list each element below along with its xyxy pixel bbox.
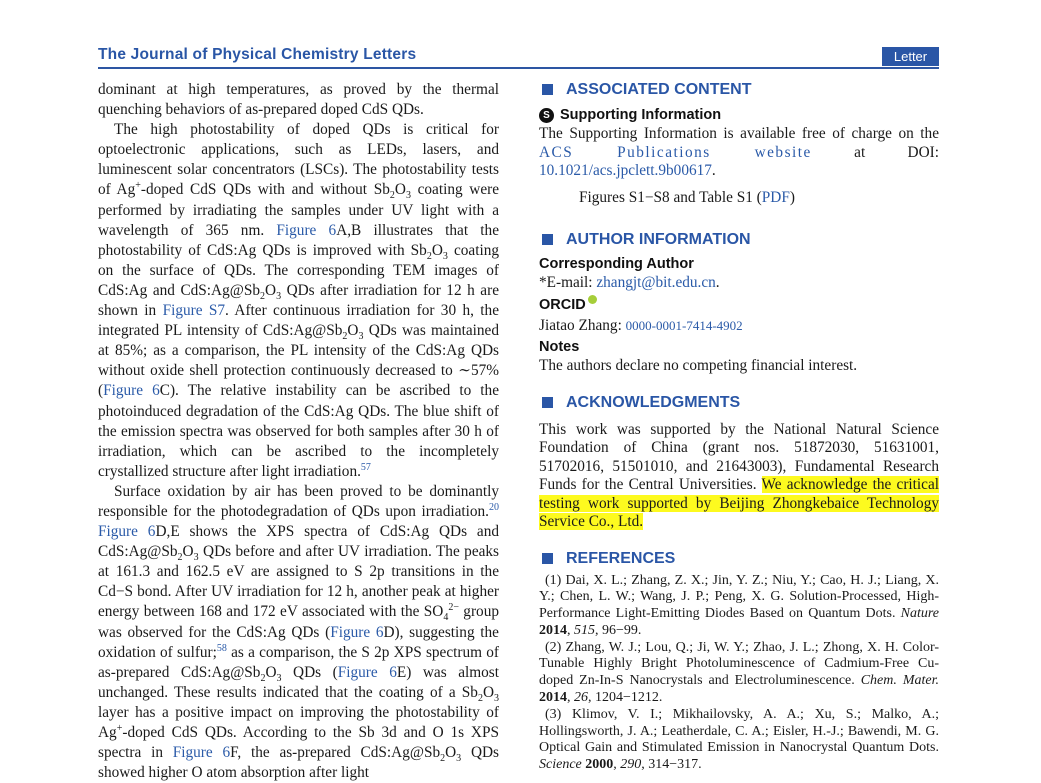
reference-item: (2) Zhang, W. J.; Lou, Q.; Ji, W. Y.; Zhao, J. L.; Zhong, X. H. Color-Tunable Highly Bright Photoluminescence of Cadmium-Free Cu-doped Zn-In-S Nanocrystals and Electroluminescence. Chem. Mater. 2014, 26, 1204−1212.	[539, 639, 939, 706]
ref-volume: 26	[574, 690, 588, 706]
p2-text: O	[394, 181, 406, 199]
right-column	[539, 80, 939, 774]
section-references	[539, 549, 939, 569]
p3-sub: 4	[443, 612, 449, 624]
ref-pages: , 1204−1212.	[588, 690, 663, 706]
p3-text: as a comparison, the S 2p XPS spectrum of as-prepared CdS:Ag@Sb	[98, 643, 499, 681]
corresponding-author-heading: Corresponding Author	[539, 256, 694, 272]
p2-text: coating were performed by irradiating the samples under UV light with a wavelength of 365 nm.	[98, 181, 499, 239]
p3-sub: 3	[276, 672, 282, 684]
orcid-heading	[539, 295, 939, 315]
p3-sub: 2	[477, 692, 483, 704]
p3-text: O	[445, 744, 457, 762]
email-label: *E-mail:	[539, 274, 597, 291]
p3-sub: 2	[177, 552, 183, 564]
p3-sub: 3	[494, 692, 499, 704]
figures-line	[539, 189, 939, 208]
highlighted-text[interactable]: We acknowledge the critical testing work supported by Beijing Zhongkebaice Technology Service Co., Ltd.	[539, 476, 939, 530]
p2-text: . After continuous irradiation for 30 h, the integrated PL intensity of CdS:Ag@Sb	[98, 302, 499, 340]
p3-text: O	[482, 683, 494, 701]
p3-text: D), suggesting the oxidation of sulfur;	[98, 623, 499, 661]
ref-text: (1) Dai, X. L.; Zhang, Z. X.; Jin, Y. Z.; Niu, Y.; Cao, H. J.; Liang, X. Y.; Chen, L. W.; Wang, J. P.; Peng, X. G. Solution-Processed, High-Performance Light-Emitting Diodes Based on Quantum Dots.	[539, 572, 939, 622]
ref-year: 2014	[539, 690, 567, 706]
p2-text: QDs was maintained at 85%; as a comparison, the PL intensity of the CdS:Ag QDs without oxide shell protection continuously decreased to ∼57% (	[98, 322, 499, 400]
p2-text: -doped CdS QDs with and without Sb	[140, 181, 390, 199]
ref-volume: 515	[574, 622, 595, 638]
p2-text: A,B illustrates that the photostability of CdS:Ag QDs is improved with Sb	[98, 221, 499, 259]
p3-text: QDs (	[281, 663, 338, 681]
p3-text: -doped CdS QDs. According to the Sb 3d and O 1s XPS spectra in	[98, 724, 499, 762]
author-name: Jiatao Zhang:	[539, 316, 626, 334]
p2-sub: 2	[342, 331, 348, 343]
section-square-icon	[542, 397, 553, 408]
ref-year: 2000	[585, 757, 614, 773]
acs-website-link[interactable]: ACS Publications website	[539, 143, 812, 161]
si-text: at DOI:	[811, 143, 939, 161]
notes-text: The authors declare no competing financial interest.	[539, 357, 858, 374]
p2-sub: 3	[405, 190, 411, 202]
section-title: AUTHOR INFORMATION	[566, 231, 751, 248]
supporting-info-icon: S	[539, 108, 554, 123]
orcid-icon	[588, 295, 597, 304]
email-link[interactable]: zhangjt@bit.edu.cn	[596, 274, 716, 291]
doi-link[interactable]: 10.1021/acs.jpclett.9b00617	[539, 162, 712, 179]
figure-6-link[interactable]: Figure 6	[103, 382, 160, 400]
figure-6-link[interactable]: Figure 6	[98, 523, 156, 541]
ref-pages: , 314−317.	[641, 757, 702, 773]
notes-heading: Notes	[539, 339, 580, 355]
section-square-icon	[542, 553, 553, 564]
orcid-id-link[interactable]: 0000-0001-7414-4902	[625, 317, 743, 333]
p2-sub: 3	[276, 290, 282, 302]
p2-text: coating on the surface of QDs. The corresponding TEM images of CdS:Ag and CdS:Ag@Sb	[98, 241, 499, 299]
p3-sub: 2	[440, 753, 446, 765]
section-square-icon	[542, 84, 553, 95]
p3-text: O	[182, 543, 194, 561]
figure-6-link[interactable]: Figure 6	[337, 663, 397, 681]
page-header	[98, 45, 939, 69]
article-type-badge: Letter	[882, 47, 939, 66]
citation-20-link[interactable]: 20	[489, 501, 499, 513]
p2-sub: 2	[426, 250, 432, 262]
ack-text: This work was supported by the National Natural Science Foundation of China (grant nos. 51872030, 51631001, 51702016, 51501010, and 21643003), Fundamental Research Funds for the Central Universities.	[539, 420, 939, 493]
figures-text: Figures S1−S8 and Table S1 (	[579, 188, 762, 206]
p3-text: layer has a positive impact on improving the photostability of Ag	[98, 703, 499, 741]
email-text: .	[715, 274, 720, 291]
p3-text: E) was almost unchanged. These results indicated that the coating of a Sb	[98, 663, 499, 701]
p2-sub: 2	[389, 190, 395, 202]
author-orcid-line	[539, 317, 939, 336]
citation-58-link[interactable]: 58	[216, 642, 227, 654]
p2-sub: 3	[442, 250, 448, 262]
orcid-label: ORCID	[539, 296, 586, 313]
p3-sub: 3	[193, 552, 199, 564]
p3-text: group was observed for the CdS:Ag QDs (	[98, 603, 499, 641]
p3-text: O	[265, 663, 277, 681]
figure-6-link[interactable]: Figure 6	[172, 744, 231, 762]
p2-text: O	[431, 241, 443, 259]
subsection-title: Supporting Information	[560, 107, 722, 123]
reference-item: (3) Klimov, V. I.; Mikhailovsky, A. A.; Xu, S.; Malko, A.; Hollingsworth, J. A.; Leatherdale, C. A.; Eisler, H.-J.; Bawendi, M. G. Optical Gain and Stimulated Emission in Nanocrystal Quantum Dots. Science 2000, 290, 314−317.	[539, 706, 939, 773]
p2-sub: 3	[358, 331, 364, 343]
ref-volume: 290	[620, 757, 642, 773]
si-text: The Supporting Information is available free of charge on the	[539, 125, 939, 142]
paragraph-1	[98, 80, 499, 120]
section-title: REFERENCES	[566, 549, 676, 567]
ref-pages: , 96−99.	[595, 622, 642, 638]
p3-sup: +	[116, 722, 123, 734]
p3-sub: 2	[260, 672, 266, 684]
p3-text: Surface oxidation by air has been proved to be dominantly responsible for the photodegradation of QDs upon irradiation.	[98, 482, 499, 520]
figure-s7-link[interactable]: Figure S7	[162, 302, 226, 320]
paragraph-3	[98, 482, 499, 783]
figure-6-link[interactable]: Figure 6	[330, 623, 384, 641]
journal-title[interactable]: The Journal of Physical Chemistry Letters	[98, 46, 417, 63]
p3-sup: 2−	[448, 602, 459, 614]
p2-text: C). The relative instability can be ascribed to the photoinduced degradation of the CdS:Ag QDs. The blue shift of the emission spectra was observed for both samples after 30 h of irradiation, which can be ascribed to the incompletely crystallized structure after light irradiation.	[98, 382, 499, 480]
pdf-link[interactable]: PDF	[761, 188, 790, 206]
paragraph-2	[98, 120, 499, 482]
email-line	[539, 274, 939, 293]
acknowledgments-text	[539, 421, 939, 532]
supporting-info-heading	[539, 105, 939, 125]
reference-item: (1) Dai, X. L.; Zhang, Z. X.; Jin, Y. Z.; Niu, Y.; Cao, H. J.; Liang, X. Y.; Chen, L. W.; Wang, J. P.; Peng, X. G. Solution-Processed, High-Performance Light-Emitting Diodes Based on Quantum Dots. Nature 2014, 515, 96−99.	[539, 572, 939, 638]
section-square-icon	[542, 234, 553, 245]
p3-sub: 3	[456, 753, 462, 765]
citation-57-link[interactable]: 57	[360, 461, 371, 473]
left-column	[98, 80, 499, 783]
si-text: .	[711, 162, 716, 179]
figures-text: )	[789, 188, 795, 206]
section-acknowledgments	[539, 393, 939, 413]
p2-text: O	[347, 322, 359, 340]
section-title: ASSOCIATED CONTENT	[566, 81, 752, 98]
p3-text: QDs before and after UV irradiation. The peaks at 161.3 and 162.5 eV are assigned to S 2p transitions in the Cd−S bond. After UV irradiation for 12 h, another peak at higher energy between 168 and 172 eV associated with the SO	[98, 543, 499, 621]
ref-text: (3) Klimov, V. I.; Mikhailovsky, A. A.; Xu, S.; Malko, A.; Hollingsworth, J. A.; Leatherdale, C. A.; Eisler, H.-J.; Bawendi, M. G. Optical Gain and Stimulated Emission in Nanocrystal Quantum Dots.	[539, 706, 939, 756]
section-title: ACKNOWLEDGMENTS	[566, 393, 741, 411]
ref-journal: Nature	[900, 606, 939, 622]
p3-text: F, the as-prepared CdS:Ag@Sb	[230, 744, 441, 762]
p1-text: dominant at high temperatures, as proved by the thermal quenching behaviors of as-prepared doped CdS QDs.	[98, 81, 499, 119]
ref-year: 2014	[539, 622, 567, 638]
section-associated-content	[539, 80, 939, 100]
p2-sub: 2	[260, 290, 265, 302]
supporting-info-text	[539, 125, 939, 181]
section-author-information	[539, 230, 939, 250]
figure-6-link[interactable]: Figure 6	[276, 221, 337, 239]
p2-text: QDs after irradiation for 12 h are shown in	[98, 281, 499, 320]
p2-text: O	[265, 281, 277, 299]
ref-text: (2) Zhang, W. J.; Lou, Q.; Ji, W. Y.; Zhao, J. L.; Zhong, X. H. Color-Tunable Highly Bright Photoluminescence of Cadmium-Free Cu-doped Zn-In-S Nanocrystals and Electroluminescence.	[539, 639, 939, 689]
p2-sup: +	[135, 180, 141, 192]
ref-journal: Chem. Mater.	[860, 673, 939, 689]
p2-text: The high photostability of doped QDs is critical for optoelectronic applications, such as LEDs, lasers, and luminescent solar concentrators (LSCs). The photostability tests of Ag	[98, 121, 499, 199]
references-list	[539, 573, 939, 775]
p3-text: QDs showed higher O atom absorption after light	[98, 744, 499, 782]
p3-text: D,E shows the XPS spectra of CdS:Ag QDs and CdS:Ag@Sb	[98, 523, 499, 561]
ref-journal: Science	[539, 757, 582, 773]
